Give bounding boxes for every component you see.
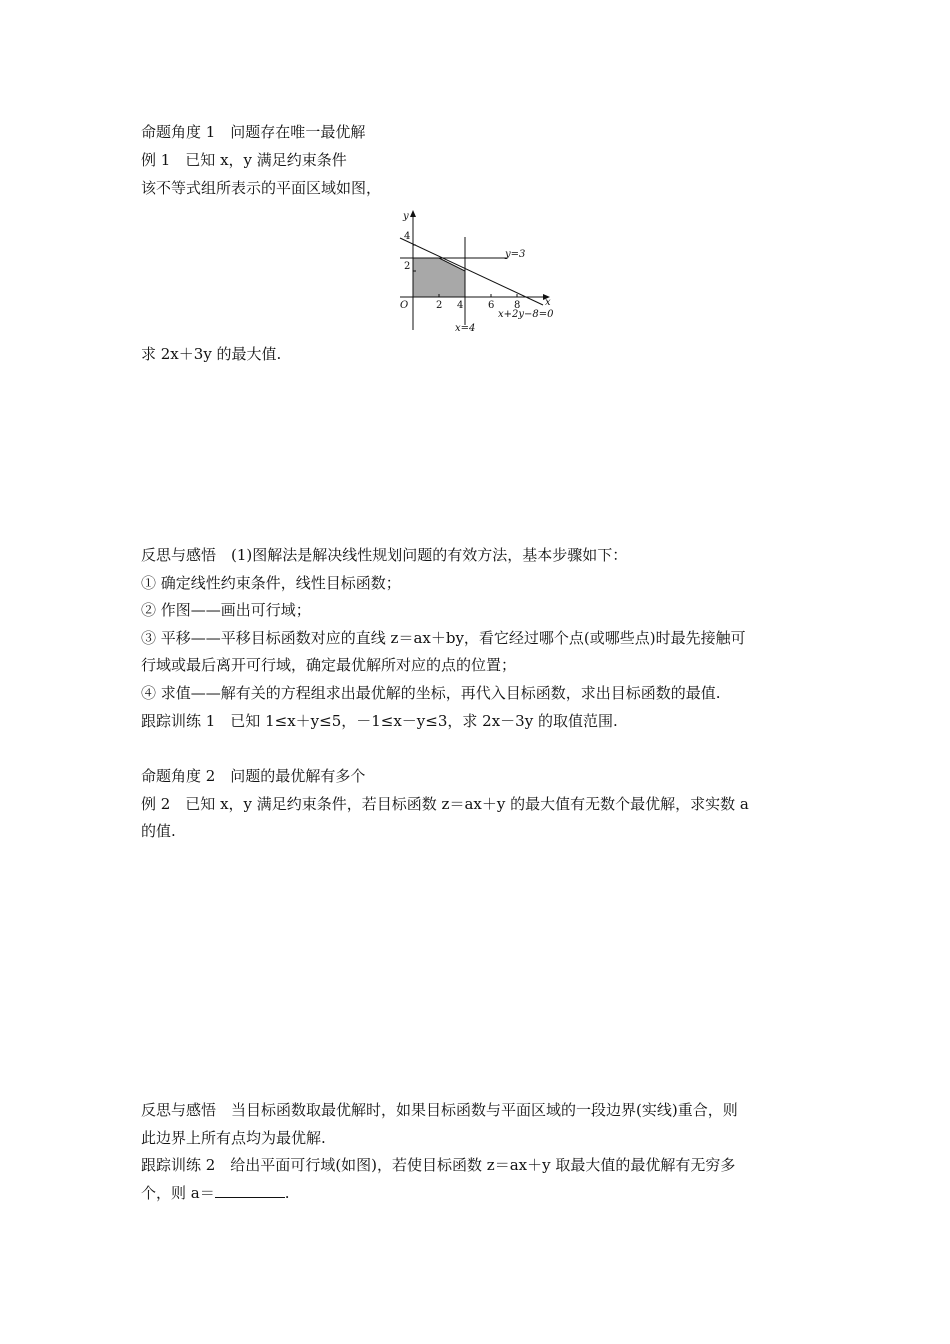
reflection2-line-a: 反思与感悟 当目标函数取最优解时，如果目标函数与平面区域的一段边界(实线)重合，则 [141, 1101, 738, 1119]
example1-statement: 例 1 已知 x，y 满足约束条件 [141, 151, 347, 169]
x-tick-8: 8 [514, 300, 521, 311]
y-axis-label: y [403, 211, 409, 222]
example1-question: 求 2x＋3y 的最大值. [141, 345, 282, 363]
training2-line-a: 跟踪训练 2 给出平面可行域(如图)，若使目标函数 z＝ax＋y 取最大值的最优解有无穷多 [141, 1156, 736, 1174]
line-y3-label: y=3 [505, 249, 526, 260]
reflection1-title: 反思与感悟 (1)图解法是解决线性规划问题的有效方法，基本步骤如下： [141, 546, 628, 564]
example2-line-b: 的值. [141, 822, 176, 840]
line-diagonal-label: x+2y−8=0 [498, 309, 554, 320]
answer-blank[interactable] [215, 1183, 285, 1198]
reflection1-step2: ② 作图——画出可行域； [141, 601, 311, 619]
section1-heading: 命题角度 1 问题存在唯一最优解 [141, 123, 366, 141]
reflection2-line-b: 此边界上所有点均为最优解. [141, 1129, 326, 1147]
feasible-region [413, 258, 465, 297]
training2-suffix: . [284, 1184, 290, 1202]
training2-prefix: 个，则 a＝ [141, 1184, 215, 1202]
x-tick-4: 4 [457, 300, 464, 311]
origin-label: O [400, 300, 409, 311]
line-x4-label: x=4 [455, 323, 476, 334]
training2-line-b [141, 1183, 290, 1203]
example2-line-a: 例 2 已知 x，y 满足约束条件，若目标函数 z＝ax＋y 的最大值有无数个最优解，求实数 a [141, 795, 749, 813]
reflection1-step3b: 行域或最后离开可行域，确定最优解所对应的点的位置； [141, 656, 517, 674]
y-tick-4: 4 [404, 231, 411, 242]
section2-heading: 命题角度 2 问题的最优解有多个 [141, 767, 366, 785]
reflection1-step3a: ③ 平移——平移目标函数对应的直线 z＝ax＋by，看它经过哪个点(或哪些点)时最先接触可 [141, 629, 746, 647]
example1-intro: 该不等式组所表示的平面区域如图， [141, 179, 382, 197]
x-axis-label: x [545, 297, 551, 308]
feasible-region-figure [395, 205, 565, 340]
reflection1-step1: ① 确定线性约束条件，线性目标函数； [141, 574, 401, 592]
training1: 跟踪训练 1 已知 1≤x＋y≤5，－1≤x－y≤3，求 2x－3y 的取值范围. [141, 712, 618, 730]
x-tick-6: 6 [488, 300, 495, 311]
reflection1-step4: ④ 求值——解有关的方程组求出最优解的坐标，再代入目标函数，求出目标函数的最值. [141, 684, 721, 702]
x-tick-2: 2 [436, 300, 443, 311]
y-tick-2: 2 [404, 261, 411, 272]
